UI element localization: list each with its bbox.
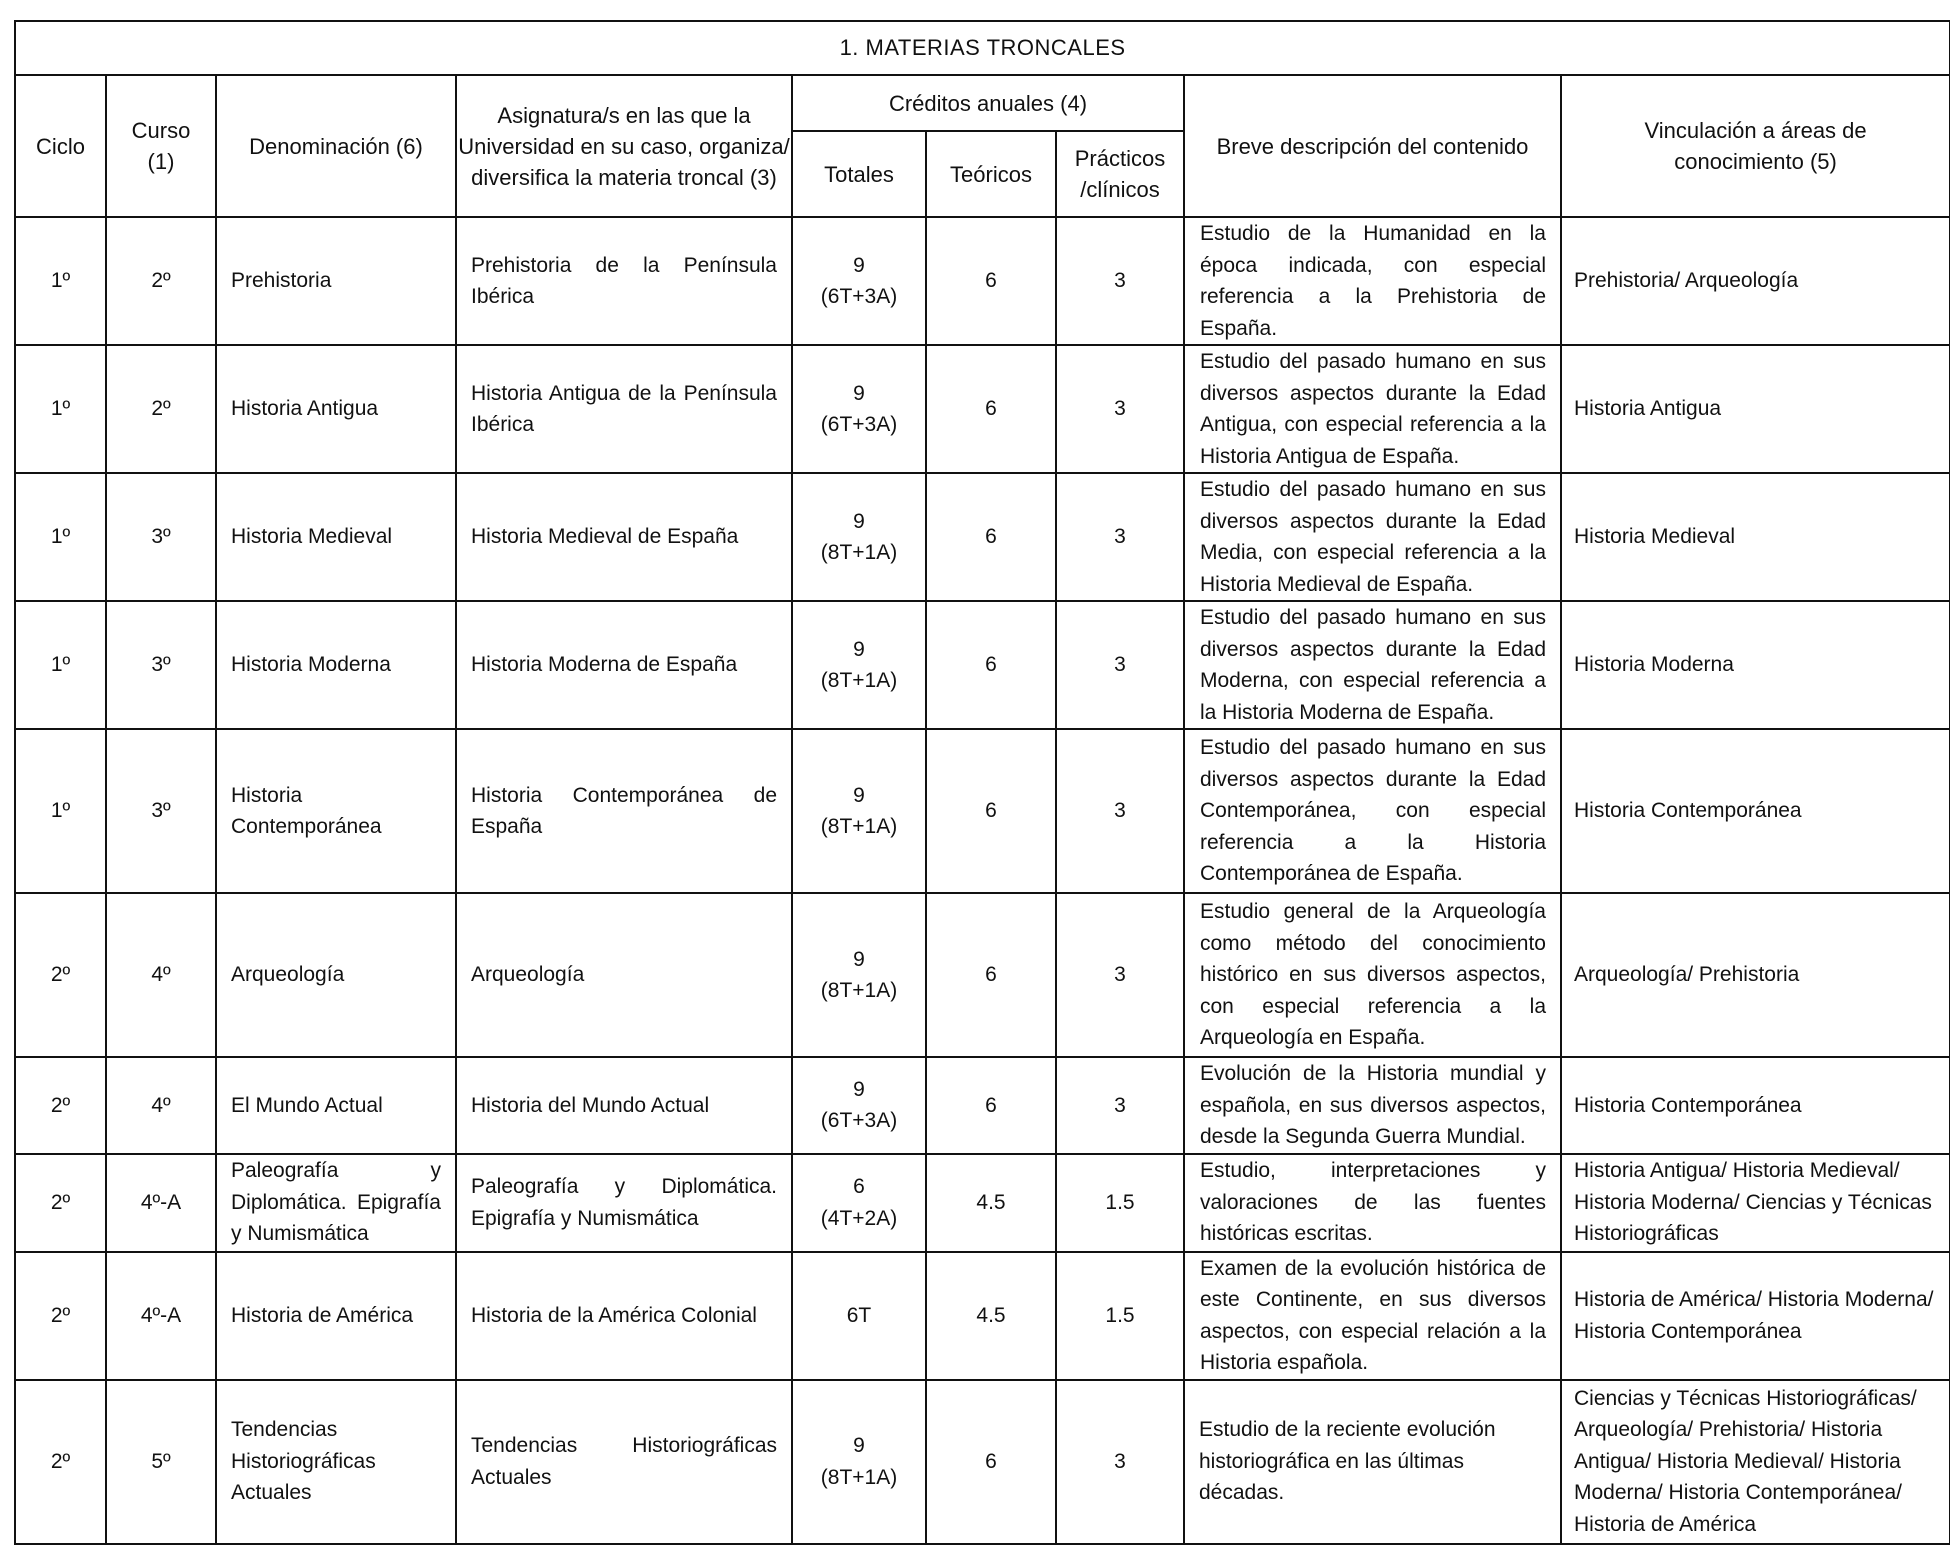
cell-denominacion: Historia Medieval: [216, 473, 456, 601]
cell-totales: 9 (6T+3A): [792, 1057, 926, 1154]
cell-denominacion: El Mundo Actual: [216, 1057, 456, 1154]
cell-denominacion: Paleografía y Diplomática. Epigrafía y Numismática: [216, 1154, 456, 1252]
cell-denominacion: Arqueología: [216, 893, 456, 1057]
cell-ciclo: 1º: [15, 217, 106, 345]
header-asignatura: Asignatura/s en las que la Universidad en su caso, organiza/ diversifica la materia troncal (3): [456, 75, 792, 217]
cell-curso: 2º: [106, 217, 216, 345]
cell-totales: 6T: [792, 1252, 926, 1380]
header-curso: Curso (1): [106, 75, 216, 217]
cell-ciclo: 2º: [15, 1252, 106, 1380]
cell-practicos: 3: [1056, 345, 1184, 473]
cell-teoricos: 6: [926, 1380, 1056, 1544]
cell-asignatura: Arqueología: [456, 893, 792, 1057]
table-row: [15, 1252, 1950, 1380]
table-row: [15, 217, 1950, 345]
cell-curso: 5º: [106, 1380, 216, 1544]
cell-vinculacion: Historia Antigua/ Historia Medieval/ Historia Moderna/ Ciencias y Técnicas Historiográficas: [1561, 1154, 1950, 1252]
cell-curso: 2º: [106, 345, 216, 473]
cell-practicos: 3: [1056, 473, 1184, 601]
header-ciclo: Ciclo: [15, 75, 106, 217]
table-row: [15, 729, 1950, 893]
cell-asignatura: Historia Contemporánea de España: [456, 729, 792, 893]
cell-vinculacion: Historia Medieval: [1561, 473, 1950, 601]
cell-denominacion: Historia Antigua: [216, 345, 456, 473]
cell-vinculacion: Historia Antigua: [1561, 345, 1950, 473]
header-denominacion: Denominación (6): [216, 75, 456, 217]
cell-ciclo: 2º: [15, 1057, 106, 1154]
table-row: [15, 1057, 1950, 1154]
cell-vinculacion: Historia Moderna: [1561, 601, 1950, 729]
cell-descripcion: Estudio del pasado humano en sus diversos aspectos durante la Edad Media, con especial referencia a la Historia Medieval de España.: [1184, 473, 1561, 601]
cell-vinculacion: Prehistoria/ Arqueología: [1561, 217, 1950, 345]
header-descripcion: Breve descripción del contenido: [1184, 75, 1561, 217]
cell-descripcion: Evolución de la Historia mundial y española, en sus diversos aspectos, desde la Segunda Guerra Mundial.: [1184, 1057, 1561, 1154]
cell-denominacion: Tendencias Historiográficas Actuales: [216, 1380, 456, 1544]
cell-curso: 3º: [106, 729, 216, 893]
cell-totales: 9 (8T+1A): [792, 1380, 926, 1544]
cell-totales: 9 (8T+1A): [792, 729, 926, 893]
cell-descripcion: Estudio general de la Arqueología como método del conocimiento histórico en sus diversos aspectos, con especial referencia a la Arqueología en España.: [1184, 893, 1561, 1057]
cell-asignatura: Tendencias Historiográficas Actuales: [456, 1380, 792, 1544]
cell-ciclo: 2º: [15, 1154, 106, 1252]
cell-descripcion: Estudio, interpretaciones y valoraciones de las fuentes históricas escritas.: [1184, 1154, 1561, 1252]
cell-teoricos: 6: [926, 601, 1056, 729]
cell-curso: 4º-A: [106, 1252, 216, 1380]
cell-practicos: 3: [1056, 217, 1184, 345]
table-row: [15, 893, 1950, 1057]
header-totales: Totales: [792, 131, 926, 217]
table-title: 1. MATERIAS TRONCALES: [15, 21, 1950, 75]
cell-totales: 9 (8T+1A): [792, 601, 926, 729]
cell-vinculacion: Historia Contemporánea: [1561, 1057, 1950, 1154]
cell-ciclo: 1º: [15, 601, 106, 729]
cell-ciclo: 2º: [15, 893, 106, 1057]
cell-practicos: 3: [1056, 1057, 1184, 1154]
cell-descripcion: Estudio de la Humanidad en la época indicada, con especial referencia a la Prehistoria de España.: [1184, 217, 1561, 345]
header-teoricos: Teóricos: [926, 131, 1056, 217]
table-body: [15, 217, 1950, 1544]
cell-curso: 4º: [106, 893, 216, 1057]
cell-curso: 3º: [106, 601, 216, 729]
cell-teoricos: 6: [926, 893, 1056, 1057]
cell-descripcion: Estudio de la reciente evolución historiográfica en las últimas décadas.: [1184, 1380, 1561, 1544]
cell-curso: 4º-A: [106, 1154, 216, 1252]
cell-practicos: 3: [1056, 729, 1184, 893]
cell-teoricos: 6: [926, 729, 1056, 893]
cell-vinculacion: Historia de América/ Historia Moderna/ Historia Contemporánea: [1561, 1252, 1950, 1380]
cell-descripcion: Estudio del pasado humano en sus diversos aspectos durante la Edad Contemporánea, con especial referencia a la Historia Contemporánea de España.: [1184, 729, 1561, 893]
header-creditos: Créditos anuales (4): [792, 75, 1184, 131]
cell-asignatura: Historia Medieval de España: [456, 473, 792, 601]
cell-denominacion: Prehistoria: [216, 217, 456, 345]
cell-asignatura: Prehistoria de la Península Ibérica: [456, 217, 792, 345]
cell-asignatura: Historia Antigua de la Península Ibérica: [456, 345, 792, 473]
table-row: [15, 1380, 1950, 1544]
cell-practicos: 3: [1056, 601, 1184, 729]
cell-descripcion: Estudio del pasado humano en sus diversos aspectos durante la Edad Moderna, con especial referencia a la Historia Moderna de España.: [1184, 601, 1561, 729]
materias-table: [14, 20, 1950, 1545]
cell-totales: 9 (6T+3A): [792, 345, 926, 473]
cell-totales: 9 (6T+3A): [792, 217, 926, 345]
cell-asignatura: Historia Moderna de España: [456, 601, 792, 729]
cell-descripcion: Examen de la evolución histórica de este Continente, en sus diversos aspectos, con especial relación a la Historia española.: [1184, 1252, 1561, 1380]
cell-curso: 4º: [106, 1057, 216, 1154]
cell-teoricos: 4.5: [926, 1154, 1056, 1252]
cell-curso: 3º: [106, 473, 216, 601]
header-practicos: Prácticos /clínicos: [1056, 131, 1184, 217]
cell-ciclo: 1º: [15, 473, 106, 601]
cell-teoricos: 4.5: [926, 1252, 1056, 1380]
cell-practicos: 3: [1056, 893, 1184, 1057]
table-row: [15, 1154, 1950, 1252]
cell-teoricos: 6: [926, 473, 1056, 601]
document-page: [14, 20, 1949, 1545]
cell-practicos: 3: [1056, 1380, 1184, 1544]
cell-ciclo: 2º: [15, 1380, 106, 1544]
cell-vinculacion: Historia Contemporánea: [1561, 729, 1950, 893]
cell-denominacion: Historia de América: [216, 1252, 456, 1380]
cell-denominacion: Historia Moderna: [216, 601, 456, 729]
cell-teoricos: 6: [926, 345, 1056, 473]
table-row: [15, 345, 1950, 473]
cell-asignatura: Historia de la América Colonial: [456, 1252, 792, 1380]
table-row: [15, 473, 1950, 601]
cell-descripcion: Estudio del pasado humano en sus diversos aspectos durante la Edad Antigua, con especial referencia a la Historia Antigua de España.: [1184, 345, 1561, 473]
cell-totales: 9 (8T+1A): [792, 473, 926, 601]
cell-practicos: 1.5: [1056, 1252, 1184, 1380]
cell-denominacion: Historia Contemporánea: [216, 729, 456, 893]
cell-vinculacion: Arqueología/ Prehistoria: [1561, 893, 1950, 1057]
header-vinculacion: Vinculación a áreas de conocimiento (5): [1561, 75, 1950, 217]
cell-asignatura: Paleografía y Diplomática. Epigrafía y Numismática: [456, 1154, 792, 1252]
cell-ciclo: 1º: [15, 729, 106, 893]
cell-teoricos: 6: [926, 217, 1056, 345]
cell-totales: 9 (8T+1A): [792, 893, 926, 1057]
cell-vinculacion: Ciencias y Técnicas Historiográficas/ Arqueología/ Prehistoria/ Historia Antigua/ Historia Medieval/ Historia Moderna/ Historia Contemporánea/ Historia de América: [1561, 1380, 1950, 1544]
table-row: [15, 601, 1950, 729]
cell-totales: 6 (4T+2A): [792, 1154, 926, 1252]
cell-asignatura: Historia del Mundo Actual: [456, 1057, 792, 1154]
cell-practicos: 1.5: [1056, 1154, 1184, 1252]
cell-ciclo: 1º: [15, 345, 106, 473]
cell-teoricos: 6: [926, 1057, 1056, 1154]
